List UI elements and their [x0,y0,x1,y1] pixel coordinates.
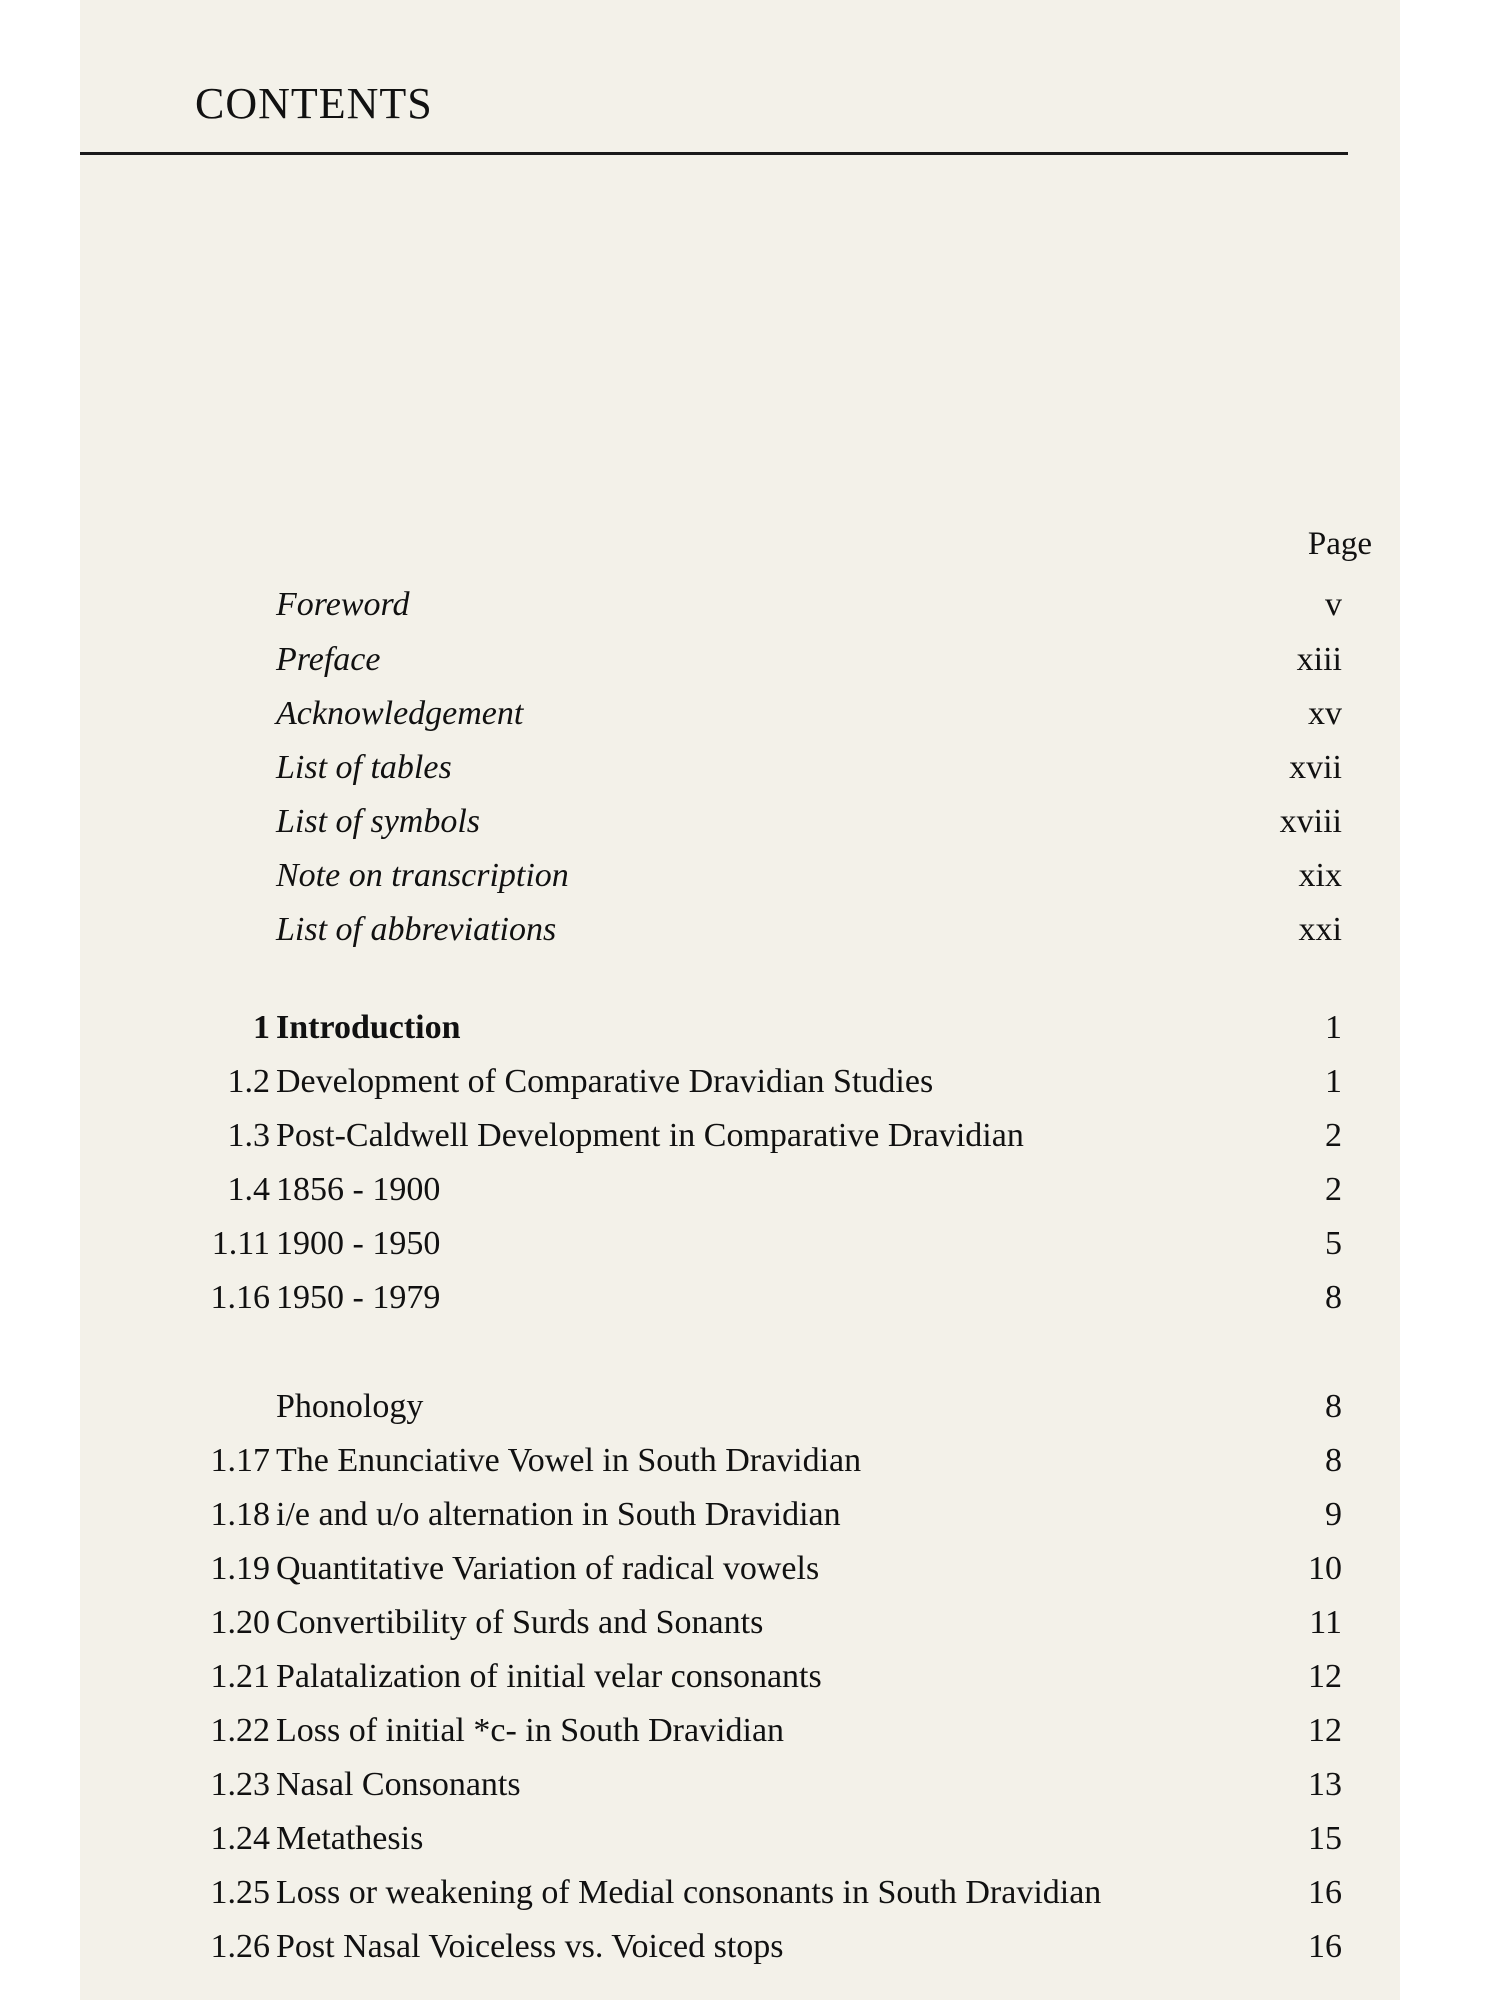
toc-entry [80,1273,1370,1323]
entry-title: Loss or weakening of Medial consonants in South Dravidian [276,1874,1102,1911]
toc-entry [80,1922,1370,1972]
entry-title: Convertibility of Surds and Sonants [276,1604,764,1641]
toc-entry [80,1814,1370,1864]
entry-page: 12 [1308,1712,1342,1749]
toc-entry [80,1760,1370,1810]
entry-title: Loss of initial *c- in South Dravidian [276,1712,785,1749]
entry-page: 1 [1325,1009,1342,1046]
entry-title: Palatalization of initial velar consonants [276,1658,822,1695]
toc-entry-chapter [80,1003,1370,1053]
toc-entry [80,1436,1370,1486]
entry-page: xvii [1289,749,1342,786]
entry-title: Preface [276,641,381,678]
entry-page: xv [1308,695,1342,732]
toc-entry [80,1057,1370,1107]
entry-page: 1 [1325,1063,1342,1100]
entry-page: 13 [1308,1766,1342,1803]
entry-number: 1.26 [210,1928,270,1965]
entry-title: Post Nasal Voiceless vs. Voiced stops [276,1928,784,1965]
toc-entry [80,1598,1370,1648]
toc-entry-preface [80,635,1370,685]
entry-page: 12 [1308,1658,1342,1695]
entry-page: xiii [1296,641,1342,678]
entry-number: 1.16 [210,1279,270,1316]
entry-page: 2 [1325,1117,1342,1154]
toc-entry-foreword [80,580,1370,630]
toc-entry [80,1706,1370,1756]
entry-number: 1.25 [210,1874,270,1911]
entry-number: 1.4 [227,1171,270,1208]
toc-entry-list-of-abbreviations [80,905,1370,955]
entry-title: The Enunciative Vowel in South Dravidian [276,1442,862,1479]
entry-number: 1.19 [210,1550,270,1587]
page-title: CONTENTS [195,79,433,128]
entry-title: i/e and u/o alternation in South Dravidian [276,1496,841,1533]
toc-entry [80,1544,1370,1594]
entry-page: v [1325,586,1342,623]
entry-title: Acknowledgement [276,695,524,732]
entry-title: Development of Comparative Dravidian Studies [276,1063,934,1100]
entry-number: 1.21 [210,1658,270,1695]
toc-entry [80,1165,1370,1215]
entry-title: Quantitative Variation of radical vowels [276,1550,820,1587]
heading-rule [80,152,1348,155]
entry-number: 1.2 [227,1063,270,1100]
entry-page: 8 [1325,1388,1342,1425]
entry-number: 1.17 [210,1442,270,1479]
entry-page: 10 [1308,1550,1342,1587]
entry-page: 8 [1325,1442,1342,1479]
entry-page: 11 [1309,1604,1342,1641]
entry-number: 1.18 [210,1496,270,1533]
document-page [80,0,1400,2000]
entry-title: Note on transcription [276,857,569,894]
entry-page: xviii [1279,803,1342,840]
entry-number: 1.11 [211,1225,270,1262]
entry-page: 5 [1325,1225,1342,1262]
toc-entry-note-on-transcription [80,851,1370,901]
toc-entry [80,1490,1370,1540]
toc-entry-acknowledgement [80,689,1370,739]
entry-number: 1.24 [210,1820,270,1857]
entry-page: xxi [1298,911,1342,948]
page-column-label: Page [1307,526,1372,562]
entry-title: Nasal Consonants [276,1766,521,1803]
entry-title: Metathesis [276,1820,424,1857]
entry-title: Phonology [276,1388,424,1425]
entry-page: 8 [1325,1279,1342,1316]
entry-title: 1856 - 1900 [276,1171,441,1208]
entry-number: 1.3 [227,1117,270,1154]
entry-page: 9 [1325,1496,1342,1533]
entry-title: 1900 - 1950 [276,1225,441,1262]
toc-entry-list-of-tables [80,743,1370,793]
entry-title: List of abbreviations [276,911,557,948]
entry-page: 15 [1308,1820,1342,1857]
toc-entry [80,1111,1370,1161]
entry-title: List of symbols [276,803,481,840]
entry-page: xix [1298,857,1342,894]
entry-title: List of tables [276,749,452,786]
entry-title: Foreword [276,586,410,623]
toc-entry [80,1652,1370,1702]
entry-title: Introduction [276,1009,461,1046]
entry-number: 1.22 [210,1712,270,1749]
entry-page: 16 [1308,1928,1342,1965]
toc-section-heading [80,1382,1370,1432]
entry-page: 2 [1325,1171,1342,1208]
toc-entry [80,1219,1370,1269]
entry-number: 1.23 [210,1766,270,1803]
toc-entry [80,1868,1370,1918]
toc-entry-list-of-symbols [80,797,1370,847]
entry-number: 1.20 [210,1604,270,1641]
entry-page: 16 [1308,1874,1342,1911]
entry-number: 1 [253,1009,270,1046]
entry-title: 1950 - 1979 [276,1279,441,1316]
entry-title: Post-Caldwell Development in Comparative Dravidian [276,1117,1024,1154]
